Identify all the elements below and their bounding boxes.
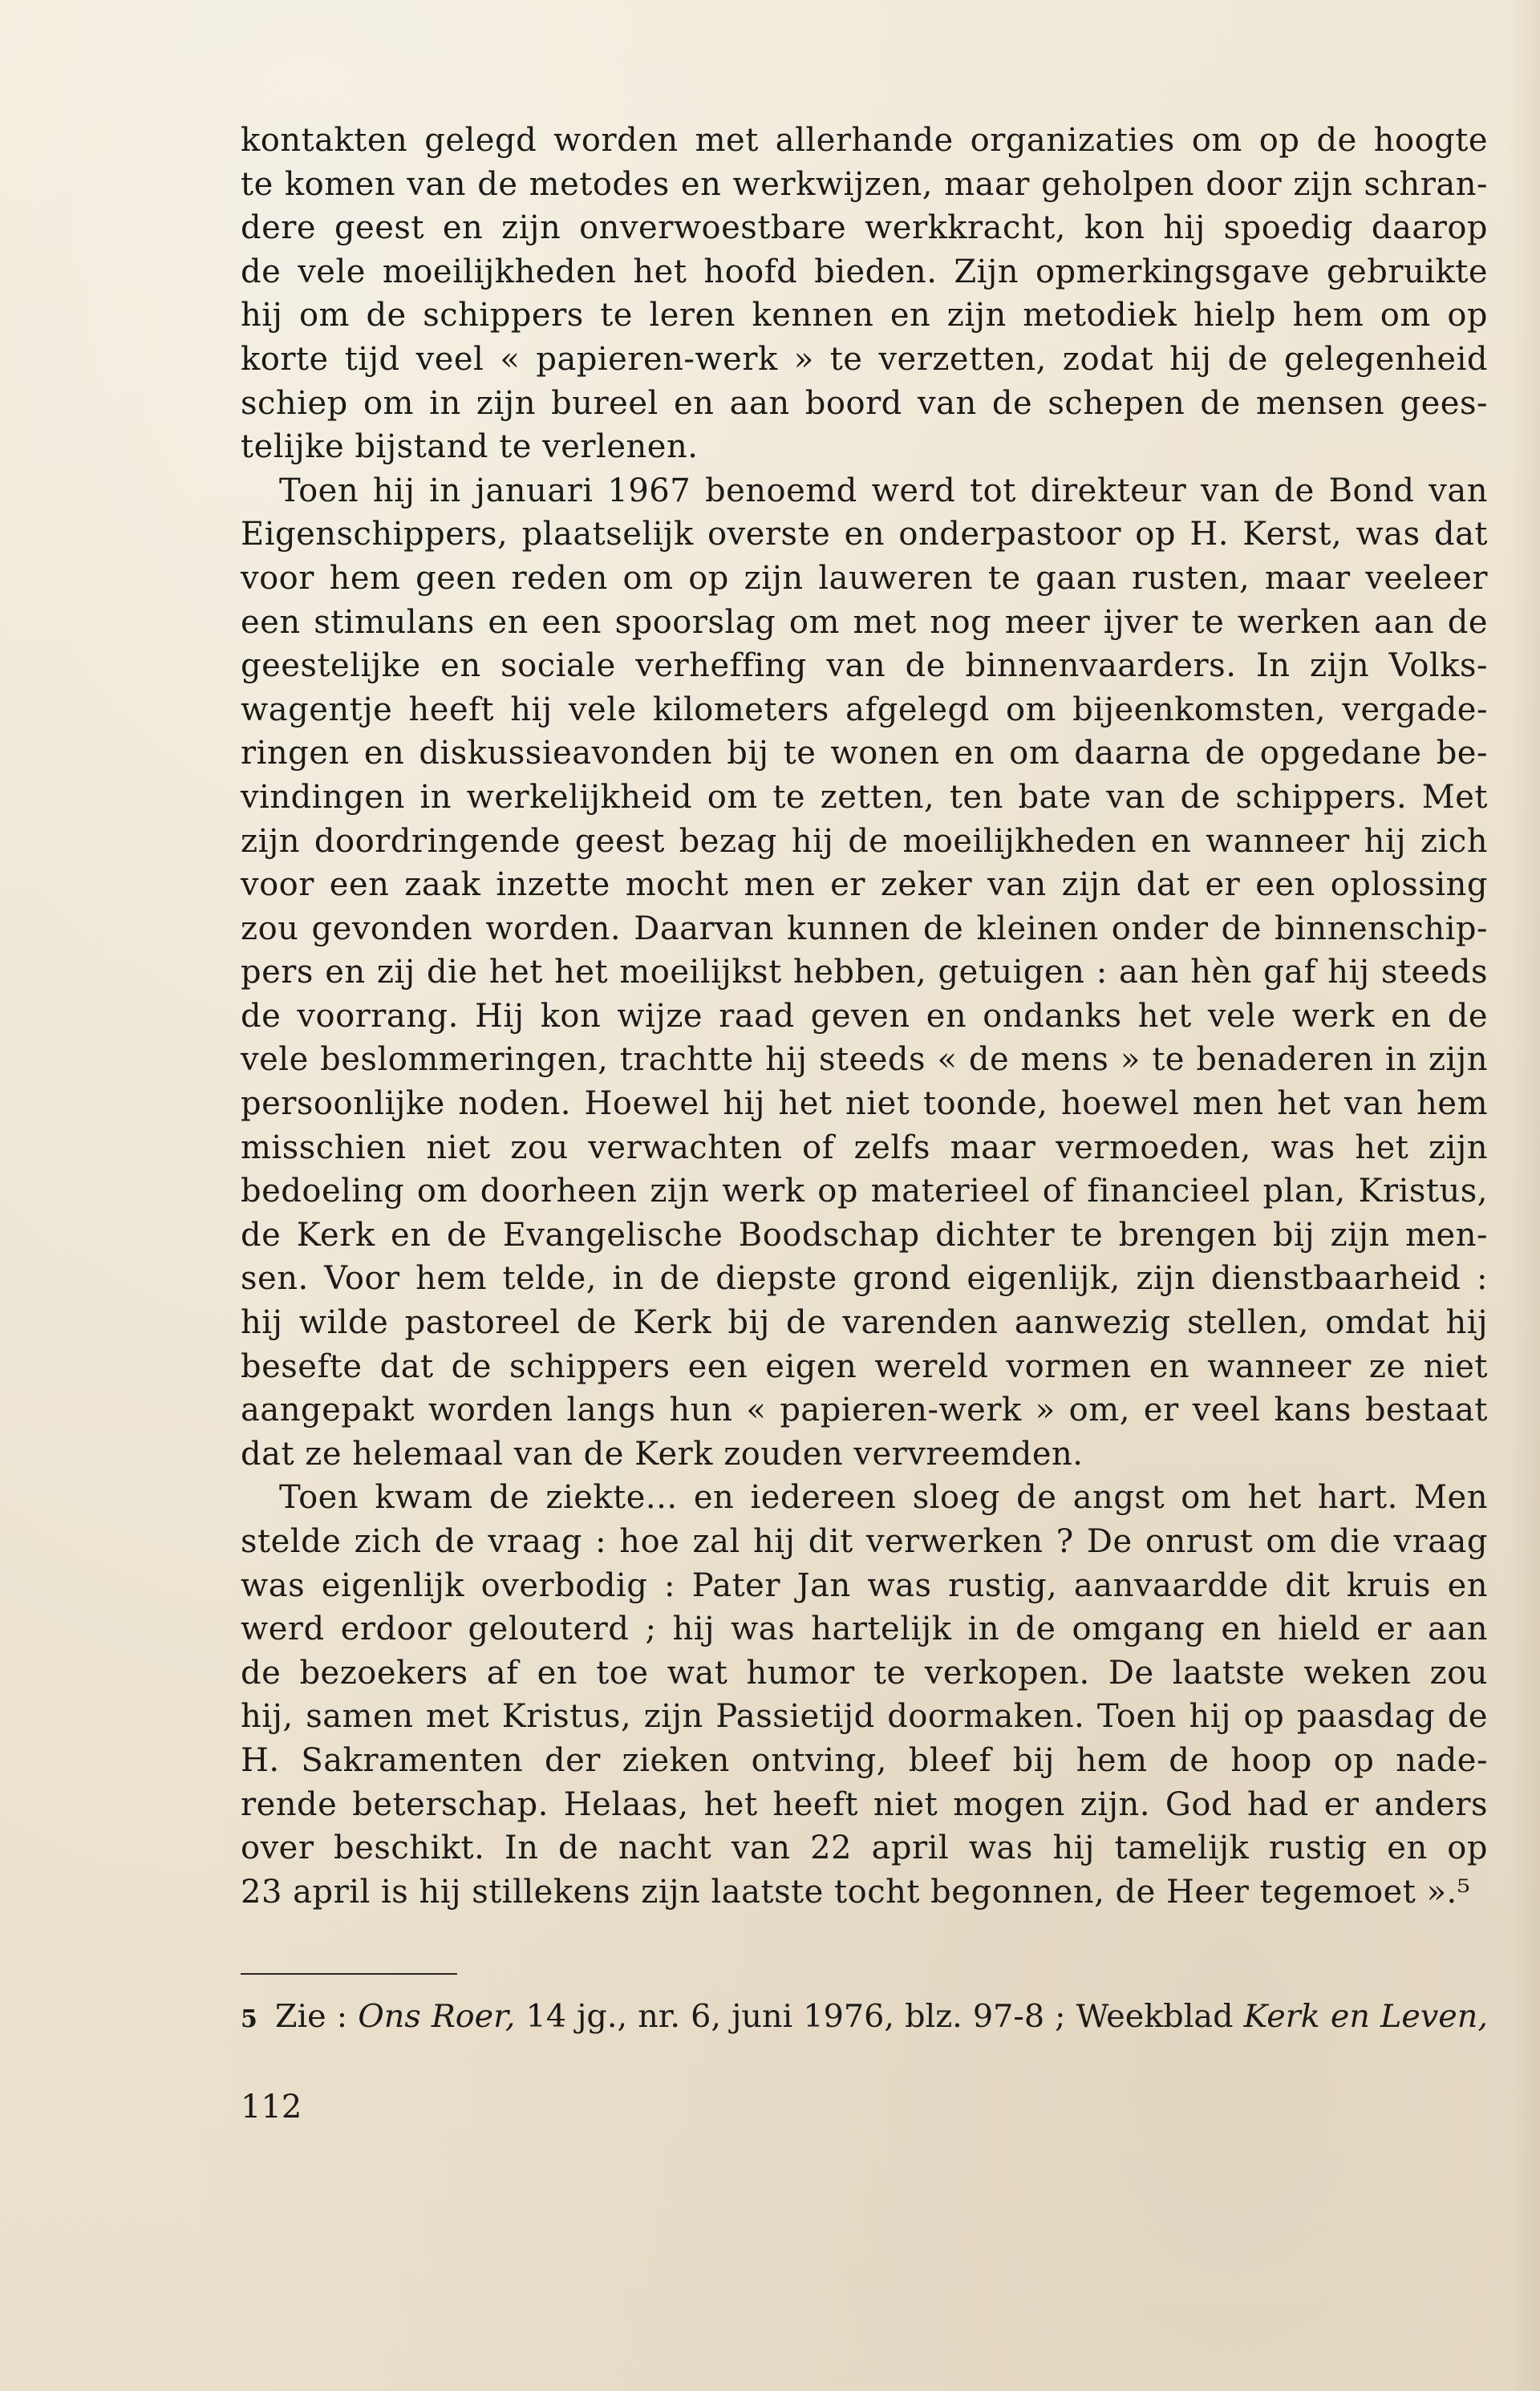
footnote-source-title-2: Kerk en Leven,: [1243, 1998, 1488, 2035]
body-text: [241, 119, 1488, 1914]
text-line: aangepakt worden langs hun « papieren-werk » om, er veel kans bestaat: [241, 1392, 1488, 1429]
text-line: de vele moeilijkheden het hoofd bieden. Zijn opmerkingsgave gebruikte: [241, 253, 1488, 290]
text-line: was eigenlijk overbodig : Pater Jan was rustig, aanvaardde dit kruis en: [241, 1566, 1488, 1604]
text-line: Eigenschippers, plaatselijk overste en onderpastoor op H. Kerst, was dat: [241, 516, 1488, 553]
text-line: ringen en diskussieavonden bij te wonen en om daarna de opgedane be-: [241, 735, 1488, 772]
page-number: 112: [241, 2089, 302, 2126]
text-line: zou gevonden worden. Daarvan kunnen de kleinen onder de binnenschip-: [241, 910, 1488, 947]
text-line: werd erdoor gelouterd ; hij was hartelijk in de omgang en hield er aan: [241, 1611, 1488, 1648]
text-line: bedoeling om doorheen zijn werk op materieel of financieel plan, Kristus,: [241, 1173, 1488, 1210]
footnote: [241, 1995, 1488, 2041]
text-line: besefte dat de schippers een eigen wereld vormen en wanneer ze niet: [241, 1347, 1488, 1385]
text-line: misschien niet zou verwachten of zelfs maar vermoeden, was het zijn: [241, 1129, 1488, 1166]
text-line: hij wilde pastoreel de Kerk bij de varenden aanwezig stellen, omdat hij: [241, 1304, 1488, 1342]
text-line: hij om de schippers te leren kennen en zijn metodiek hielp hem om op: [241, 297, 1488, 334]
footnote-source-title: Ons Roer,: [358, 1998, 516, 2035]
text-line: wagentje heeft hij vele kilometers afgelegd om bijeenkomsten, vergade-: [241, 691, 1488, 728]
text-line: pers en zij die het het moeilijkst hebben, getuigen : aan hèn gaf hij steeds: [241, 954, 1488, 991]
text-line: de voorrang. Hij kon wijze raad geven en ondanks het vele werk en de: [241, 997, 1488, 1035]
text-line: de Kerk en de Evangelische Boodschap dichter te brengen bij zijn men-: [241, 1216, 1488, 1254]
text-line: schiep om in zijn bureel en aan boord van de schepen de mensen gees-: [241, 384, 1488, 422]
text-line: hij, samen met Kristus, zijn Passietijd doormaken. Toen hij op paasdag de: [241, 1698, 1488, 1736]
text-line: geestelijke en sociale verheffing van de binnenvaarders. In zijn Volks-: [241, 647, 1488, 685]
footnote-number: 5: [241, 2005, 257, 2033]
text-line: korte tijd veel « papieren-werk » te verzetten, zodat hij de gelegenheid: [241, 340, 1488, 378]
text-line: telijke bijstand te verlenen.: [241, 428, 699, 466]
text-line: de bezoekers af en toe wat humor te verkopen. De laatste weken zou: [241, 1654, 1488, 1692]
text-line: H. Sakramenten der zieken ontving, bleef bij hem de hoop op nade-: [241, 1741, 1488, 1779]
text-line: persoonlijke noden. Hoewel hij het niet toonde, hoewel men het van hem: [241, 1085, 1488, 1123]
text-line: kontakten gelegd worden met allerhande organizaties om op de hoogte: [241, 122, 1488, 159]
text-line: rende beterschap. Helaas, het heeft niet mogen zijn. God had er anders: [241, 1785, 1488, 1823]
text-line: dere geest en zijn onverwoestbare werkkracht, kon hij spoedig daarop: [241, 209, 1488, 247]
footnote-details: 14 jg., nr. 6, juni 1976, blz. 97-8 ; Weekblad: [515, 1998, 1244, 2035]
text-line: voor een zaak inzette mocht men er zeker van zijn dat er een oplossing: [241, 866, 1488, 904]
text-line: een stimulans en een spoorslag om met nog meer ijver te werken aan de: [241, 603, 1488, 641]
text-line: voor hem geen reden om op zijn lauweren te gaan rusten, maar veeleer: [241, 559, 1488, 597]
text-line: te komen van de metodes en werkwijzen, maar geholpen door zijn schran-: [241, 165, 1488, 203]
text-line: vindingen in werkelijkheid om te zetten, ten bate van de schippers. Met: [241, 778, 1488, 816]
text-line: Toen kwam de ziekte... en iedereen sloeg de angst om het hart. Men: [279, 1479, 1488, 1517]
page-edge-shadow: [1508, 0, 1540, 2391]
text-line: zijn doordringende geest bezag hij de moeilijkheden en wanneer hij zich: [241, 822, 1488, 860]
footnote-separator: [241, 1973, 457, 1975]
text-line: dat ze helemaal van de Kerk zouden vervreemden.: [241, 1435, 1084, 1473]
text-line: vele beslommeringen, trachtte hij steeds « de mens » te benaderen in zijn: [241, 1041, 1488, 1079]
text-line: sen. Voor hem telde, in de diepste grond eigenlijk, zijn dienstbaarheid :: [241, 1260, 1488, 1298]
text-line: Toen hij in januari 1967 benoemd werd tot direkteur van de Bond van: [279, 472, 1488, 509]
footnote-prefix: Zie :: [274, 1998, 359, 2035]
text-line: stelde zich de vraag : hoe zal hij dit verwerken ? De onrust om die vraag: [241, 1523, 1488, 1560]
text-line: 23 april is hij stillekens zijn laatste tocht begonnen, de Heer tegemoet ».⁵: [241, 1873, 1471, 1911]
text-line: over beschikt. In de nacht van 22 april was hij tamelijk rustig en op: [241, 1830, 1488, 1867]
